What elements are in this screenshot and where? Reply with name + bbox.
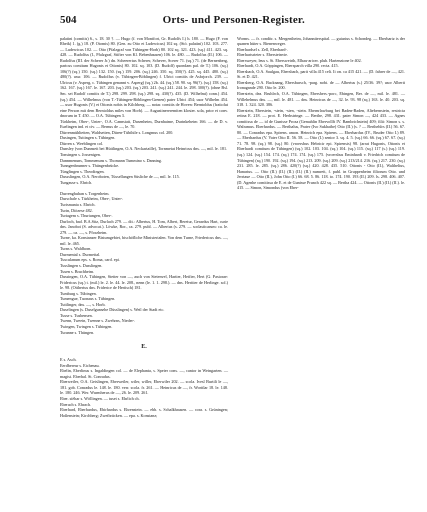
left-column-bottom-text: Durrenghuhan s. Torgenheim. Durschale s. Türkheim, Ober-, Unter-. Turismania s. Ehrich. Turin, Diözese 482. Turtagem s. Thurtungen, Ober-. Durloch, bad. B.A.Sitz, Durlach 279. — dit.: Albertus, H. Tom, Albert, Bereiur, Gerardus Hart, curie dns. Janoboi (S. advocat.). Löwke, Ror., ca. 279. publ. — Albertus (s. 279. — scolasticarum: ca. le. 279. — ca. —, s. Pforzheim. Turne, ka. Konstanzer Bistumgebiet, bischöfliche Ministerialen. Von dem Turne, Friedericus dns. —, mil. le. 465. Turns s. Waldhorn. Durmental s. Durmettal. Tusculanum eps. s. Roma, card. epi. Tusslingen s. Dusslingen. Tusen s. Bruchheim. Dussingen, O.A. Tübingen, Stetter von —, auch von Stetenvel, Hartier, Hetfier, Hert (G. Pastorae: Fridericus (sq.) t. (mil.) le. 2. le. 44. le. 208., nenn (le. 1. 1. 298.). — dns. Heritier de Herlinge. sol.) le. 98. (Ottherius dns. Friderice de Hertisch) 181. Tumburg s. Tübingen. Tumengue, Tuonaus s. Tübingen. Tuttlinger, dns. —, s. Horb. Duselingen (s. Duselgunsehe Düsslingen) s. Weil der Stadt etc. Tusse s. Tusbensen. Twenn, Tweein, Twenne s. Zwehrns, Nieder-. Twingen, Twingen s. Tübingen. Turanne s. Thüngen. [60,190,228,335]
section-letter: E. [141,343,147,350]
right-column [237,30,405,424]
left-column [60,30,228,424]
page-number: 504 [60,14,77,26]
page-header [60,14,405,26]
text-columns [60,30,405,424]
left-column-top-text: palatini (comitis) 6., s. 18. 30 †. — Hugo (f. von Montfort, Gr. Rudolfs I.) h. 180. — Hugo (F. von Rheik) 1. (g.) 18. (P. Otomis) 80. (Gen. zu Otto et Ludewicus) 102 sq. (Stö. palatini) 102. 103. 277. — Ludewicus 102. — Otto (Pfalzgraf von Tübingen-Horb) 80. 102 sq. 321. 423. (sq.) 411. 423. sq. 428. — Rudolfus (I., Pfalzgraf, Stifter von Kl. Bebenhausen) 106. le. 480. — Rudolfus (II.) 106. — Rudolfus (III. der Scherer Jr.) dn. Scheerertus Scherer, Schever, Scerer 71. (sq.) 71. (de Bernenberg, paricus comitum Hugonis et Ottonis) 80. 102. sq. 103. (D. Rudolf) quondam pal. de T.) 106. (sq.) 106(?) (sq.) 150. (sq.) 132. 150. (sq.) 159. 206. (sq.) 246. 350. sq. 350(?). 425. sq. 445. 480. (sq.) 480(?). ussr. 106. — Rudolfus (v. Tübingen-Böblingen) f. Ulrici comitis de Asbrjorch. 239. — Ulricus (v. Asperg, c. Tübingen genannt v. Asperg) (sq.) 2b. 44. (sq.) 58. 90. sq. 96(?). (sq.) 158. (sq.) 162. 167. (sq.) 167. le. 167. 203. (sq.) 203. (sq.) 203. 241. (sq.) 241. 244. le. 298. 300(?). (ohne Bsl. Sm. sei Rudolf comitis de T.) 298. 299. 298. (sq.) 298. sq. 430(?). 435. (D. Wilhelmi) conn.) 454. (sq.) 454. — Wilhelmus (von T.-Tübingen-Böblingen-Grenen) pater Ulrici 454; usor Wilhelm 454. — usor Hugonis (V.) et Ottonis nobis in Kilchberg. — notar. comitis de Hoven: Berntoldus (fratiolut eine Person mit dem Berntoldus miles von Horb). — Augustinereremiten kloster. sola, prior et conv. dnorum in T. 450. — O.A. Tübingen 3. Türkheim, Ober-, Unter-, O.A. Cannstatt, Dusenheim, Durnhaime, Durinkeheim 166. — de D. v. Euelingen ind. et civ. — Bernus de —, le. 70. Dürrenmühltetten, Waldsetten, Düren-Tübihile s. Longmus col. 200. Dusingen, Tuttingen s. Tübingen. Dürren s. Weeblingen col. Dunsley (von Dunnseit bei Hüttlingen, O.A. Neckartaille), Tornmeiat Heinricus dns. —, mil. le. 181. Tonsingen s. Jossenigen. Dannmenuns, Tommenuns s. Thomann Tummino s. Danning. Tunngenbrunner s. Thüngenbrücke. Tünglingen s. Theodingen. Dussslingen, O.A. Neroboten, Tüssellangen Süsliche de —, mil. le. 115. Tungasse s. Ehrich. [60,35,228,185]
right-column-text: Worms. — fr. conditr. s. Mergentheim, Johanniterspital. — guiarius s. Schondeg. — Eberhartz is der quanen hüter s. Bienenweger. Eberhardsel s. Zell, Eberhard-. Eberhartsrieter s. Ebersteinvie. Ebersweyer, leus s. St. Ebersweirth, Elbau-aricer. plub. Hartenzione le 402. Eberhardt, O.A. Göppingen, Ebersparch villa 290. recta. 415. Ebersbach, O.A. Saulgau, Ebersbach, parit villa 415 celi. Ii on. ca 415 421. — (D. fahrer de —, 421. St. et D. 421. Ebersberg, O.A. Backnang, Ebersbursch, -parg. nobi. de — Albertus (s.) 25/36. 39?; usor Alberti Ironagande 290. Otto le. 200. Eberstein, dea. Bruhlrch, O.A. Tübingen, Ebershers.-porc, Ebingen, Ber. de —, mil. le. 481. — Willehelmus dns. —, mil. le. 481. — dns. Heinricus de —, 32. le. 93. 98 (sq.) 163. le. 40. 203. sq. 318. 1. 324. 320. 386. Eberstein, Eberstein, -stein, -sten, -stein. Ebernrlawburg bei Baden-Baden, Altebernstein, restricta retina E. 218. — prot. E. Herbstringe. — Berthe, 298. 431. pater Simon —, 424 433. — Agnes comitissa de — id de Gunisse Proza (Gemahlin Ebervollft IV. Bambrichstein) 409; filii: Simon s. s. Walramus. Eberhardus. — Berthalus, Prater (Ivo Sukhaibe) Otto (II.) (s. ? — Berthehlrs (II.) 56. 67. 80. — Conradus epa. Spirens. amon. Heinrich epa. Spirens. — Eberhardus (IV., Bruder Otto I.) 89. — Eberhardus (V. Vater Otto II. 56. 58. — Otto (I.) senior 3. sq. 4. 5. (sq.) 66. 66. (sq.) 67. 67. (sq.) 71. 78. 98. (sq.) 98. (sq.) 80. (vroersbus Hebricir epi. Spirensis) 98. (arrat Hugonis, Ottonis et Eberhardi comitum de Tübingen) (sq.) 102. 103. 104. (sq.) 104. (sq.) 115. (sq.) 117 (s.) (sq.) 119. (sq.) 124. (sq.) 154. 174. (sq.) 174. 174. (sq.) 175. (vroersbus Eminhardi v. Friedrich comitum de Tübingen) (sq.) 190. 192. (sq.) 194. (sq.) 213. 209. (sq.) 209. (sq.) 213/214. 216. (sq.) 217. 230. (sq.) 231. 285. le. 285. (sq.) 286. 420(?) (sq.) 420. 428. 435. 510. Ottonis - Otto (II.), Walthelius, Hanarius. — Otto (II.) (II.) (II.) (II.) (II.) numreit, f. publ. in Gruppenheim filiorum Otto. und Jerrtaue — Otto (II.), John Otto (I.) 66. 68. 5. 86. 118. to. 174. 190. 193 (II.) 209. ls. 298. 406. 407. (D. Agenhe comitissa de E. et de Gunisse Prunch 422 sq. — Bertha 424. — Ottonis (II.) (II.) (II.). le. 415. — Simon, Simondus (von Eber- [237,35,405,191]
running-head: Orts- und Personen-Register. [162,14,305,26]
left-column-after-letter-text: E s. Asch. Eerdbereur s. Eichenau. Ebelin, Eberlinus s. Ingaldingen col. — de Elephanta, s. Speier cons. —, cantor in Weingarten. — magist. Eberhal. St. Conradus. Eberweiler, O.A. Geislingen, Eberweiler, wiler, willer, Eberwiler 202. — scola. Ivesl Burtili le —, 181. gob. Conradus le. 148. le. 180. verr. scola. fr. 261. — Heinricus de —, fr. Worttlar 18. le. 148. le. 180. 246. Wer. Wurmherus de —, 26. le. 209. 261. Eber. siëhar s. Wöllingen. — tuset s. Ehrlich ch. Eberach s. Ehrach. Eberhard, Eberhardus, Ebirhardus s. Ehrenstein. — ebb. s. Schalkhausen. — cora. s. Grüningen; Hoßenstein; Kirchberg; Zweibrücken. — epa. s. Konstanz; [60,357,228,418]
